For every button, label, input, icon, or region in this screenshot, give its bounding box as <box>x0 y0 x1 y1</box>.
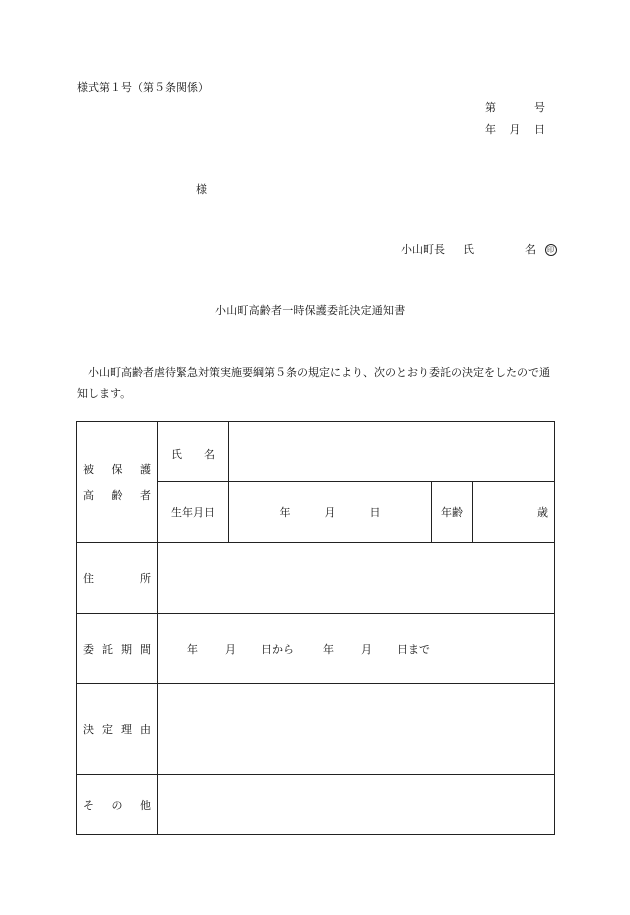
label-char: 定 <box>102 723 113 736</box>
label-char: 由 <box>140 723 151 736</box>
label-char: 他 <box>140 798 151 812</box>
label-char: 被 <box>83 463 94 476</box>
issuer-name-label-2: 名 <box>525 243 536 256</box>
protected-elder-label <box>77 422 158 543</box>
notification-form-table <box>76 421 555 835</box>
label-char: 齢 <box>111 489 123 502</box>
date-day: 日 <box>534 123 545 136</box>
name-field[interactable] <box>229 422 555 482</box>
period-from-year: 年 <box>187 642 198 656</box>
issuer-title: 小山町長 <box>401 243 445 256</box>
label-char: 託 <box>102 642 113 656</box>
issuer-name-label-1: 氏 <box>463 243 474 256</box>
body-paragraph: 小山町高齢者虐待緊急対策実施要綱第５条の規定により、次のとおり委託の決定をしたので通知します。 <box>77 366 550 400</box>
age-label: 年齢 <box>432 482 473 543</box>
birthdate-label: 生年月日 <box>158 482 229 543</box>
period-to-day: 日まで <box>397 642 430 656</box>
document-number <box>485 99 545 115</box>
label-char: 理 <box>121 723 132 736</box>
label-char: 間 <box>140 642 151 656</box>
date-month: 月 <box>509 123 521 136</box>
reason-label <box>77 684 158 775</box>
number-prefix: 第 <box>485 101 496 114</box>
period-from-month: 月 <box>225 642 236 656</box>
label-char: 高 <box>83 489 94 502</box>
label-char: 者 <box>140 489 151 502</box>
label-char: 期 <box>121 642 132 656</box>
birth-day: 日 <box>369 506 381 519</box>
label-char: 氏 <box>171 448 182 461</box>
period-from-day: 日から <box>261 642 294 656</box>
addressee-honorific: 様 <box>196 183 207 196</box>
document-title: 小山町高齢者一時保護委託決定通知書 <box>215 304 406 317</box>
period-to-month: 月 <box>361 642 372 656</box>
label-char: 委 <box>83 642 94 656</box>
birth-year: 年 <box>279 506 291 519</box>
birthdate-field[interactable] <box>229 482 432 543</box>
number-suffix: 号 <box>534 101 545 114</box>
address-label <box>77 543 158 614</box>
birth-month: 月 <box>324 506 336 519</box>
label-char: 護 <box>140 463 151 476</box>
period-label <box>77 614 158 684</box>
name-label-cell <box>158 422 229 482</box>
date-year: 年 <box>485 123 496 136</box>
other-field[interactable] <box>158 775 555 835</box>
age-unit: 歳 <box>537 506 549 519</box>
label-char: の <box>111 798 123 812</box>
label-char: 決 <box>83 723 94 736</box>
period-to-year: 年 <box>323 642 334 656</box>
issuer <box>401 241 557 257</box>
reason-field[interactable] <box>158 684 555 775</box>
form-label: 様式第１号（第５条関係） <box>77 81 209 94</box>
label-char: 住 <box>83 572 94 585</box>
label-char: 所 <box>140 572 151 585</box>
period-field[interactable] <box>158 614 555 684</box>
label-char: 名 <box>204 448 215 461</box>
label-char: 保 <box>111 463 123 476</box>
age-field[interactable] <box>473 482 555 543</box>
label-char: そ <box>83 798 94 812</box>
document-date <box>485 121 545 137</box>
other-label <box>77 775 158 835</box>
address-field[interactable] <box>158 543 555 614</box>
seal-mark: 印 <box>545 244 557 256</box>
